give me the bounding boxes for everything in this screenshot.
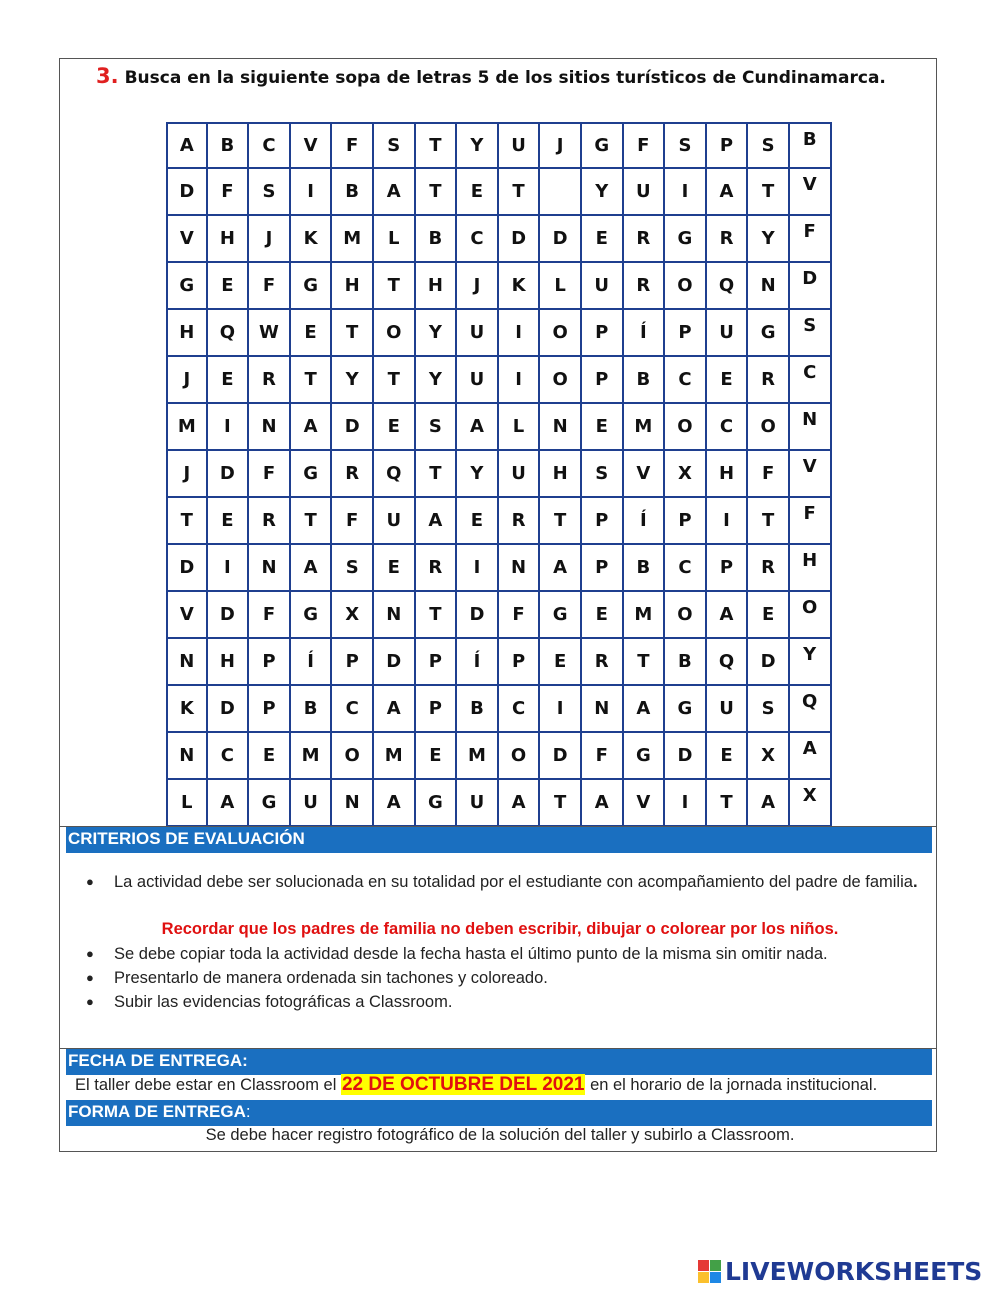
grid-cell[interactable]: Y <box>582 169 624 216</box>
grid-cell[interactable]: V <box>624 780 666 827</box>
grid-cell[interactable]: A <box>624 686 666 733</box>
grid-cell[interactable]: G <box>416 780 458 827</box>
grid-cell[interactable]: D <box>166 545 208 592</box>
grid-cell[interactable]: R <box>748 357 790 404</box>
criteria-item: ● Presentarlo de manera ordenada sin tachones y coloreado. <box>76 966 936 990</box>
grid-cell[interactable]: V <box>790 451 832 498</box>
grid-cell[interactable]: G <box>624 733 666 780</box>
grid-cell[interactable]: B <box>624 545 666 592</box>
grid-cell[interactable]: T <box>540 780 582 827</box>
grid-cell[interactable]: I <box>665 169 707 216</box>
grid-cell[interactable]: I <box>540 686 582 733</box>
grid-cell[interactable]: N <box>166 639 208 686</box>
grid-cell[interactable]: T <box>332 310 374 357</box>
word-search-grid <box>166 122 832 827</box>
grid-cell[interactable]: T <box>416 169 458 216</box>
grid-cell[interactable]: P <box>665 310 707 357</box>
grid-cell[interactable]: E <box>374 404 416 451</box>
grid-cell[interactable]: E <box>208 498 250 545</box>
grid-cell[interactable]: K <box>166 686 208 733</box>
grid-cell[interactable]: H <box>332 263 374 310</box>
grid-cell[interactable]: L <box>540 263 582 310</box>
grid-cell[interactable]: T <box>707 780 749 827</box>
grid-cell[interactable]: N <box>790 404 832 451</box>
grid-cell[interactable]: B <box>291 686 333 733</box>
grid-cell[interactable]: R <box>624 216 666 263</box>
grid-cell[interactable]: A <box>707 592 749 639</box>
delivery-text: El taller debe estar en Classroom el 22 DE OCTUBRE DEL 2021 en el horario de la jornada institucional. <box>75 1074 878 1095</box>
grid-cell[interactable]: I <box>208 404 250 451</box>
grid-cell[interactable]: M <box>457 733 499 780</box>
grid-cell[interactable]: G <box>582 122 624 169</box>
grid-cell[interactable]: D <box>540 733 582 780</box>
grid-cell[interactable]: M <box>624 592 666 639</box>
grid-cell[interactable]: N <box>166 733 208 780</box>
grid-cell[interactable]: A <box>166 122 208 169</box>
grid-cell[interactable]: F <box>499 592 541 639</box>
grid-cell[interactable]: T <box>416 451 458 498</box>
grid-cell[interactable]: F <box>624 122 666 169</box>
grid-cell[interactable]: N <box>499 545 541 592</box>
grid-cell[interactable]: J <box>540 122 582 169</box>
grid-cell[interactable]: T <box>374 357 416 404</box>
grid-cell[interactable]: U <box>457 357 499 404</box>
grid-cell[interactable]: V <box>291 122 333 169</box>
grid-cell[interactable]: E <box>208 263 250 310</box>
grid-cell[interactable]: P <box>416 639 458 686</box>
grid-cell[interactable]: C <box>249 122 291 169</box>
grid-cell[interactable]: P <box>332 639 374 686</box>
grid-cell[interactable]: F <box>208 169 250 216</box>
grid-cell[interactable]: D <box>208 592 250 639</box>
brand-name: LIVEWORKSHEETS <box>725 1256 983 1286</box>
grid-cell[interactable]: T <box>540 498 582 545</box>
grid-cell[interactable]: F <box>332 498 374 545</box>
grid-cell[interactable]: A <box>416 498 458 545</box>
grid-cell[interactable]: E <box>707 357 749 404</box>
grid-cell[interactable]: U <box>499 122 541 169</box>
criteria-heading: CRITERIOS DE EVALUACIÓN <box>66 827 932 853</box>
grid-cell[interactable]: A <box>374 780 416 827</box>
grid-cell[interactable]: U <box>624 169 666 216</box>
grid-cell[interactable]: T <box>499 169 541 216</box>
grid-cell[interactable]: P <box>582 498 624 545</box>
grid-cell[interactable]: P <box>707 545 749 592</box>
grid-cell[interactable]: F <box>582 733 624 780</box>
grid-cell[interactable]: A <box>291 404 333 451</box>
grid-cell[interactable]: H <box>208 216 250 263</box>
grid-cell[interactable]: D <box>208 686 250 733</box>
grid-cell[interactable]: S <box>249 169 291 216</box>
grid-cell[interactable]: G <box>665 686 707 733</box>
grid-cell[interactable]: B <box>790 122 832 169</box>
grid-cell[interactable]: U <box>457 780 499 827</box>
grid-cell[interactable]: M <box>166 404 208 451</box>
grid-cell[interactable]: X <box>790 780 832 827</box>
grid-cell[interactable]: F <box>249 451 291 498</box>
grid-cell[interactable]: C <box>790 357 832 404</box>
grid-cell[interactable]: E <box>208 357 250 404</box>
grid-cell[interactable]: B <box>665 639 707 686</box>
grid-cell[interactable]: A <box>374 169 416 216</box>
grid-cell[interactable]: Í <box>291 639 333 686</box>
grid-cell[interactable]: T <box>166 498 208 545</box>
grid-cell[interactable]: M <box>624 404 666 451</box>
grid-cell[interactable]: I <box>499 310 541 357</box>
grid-cell[interactable]: Y <box>416 310 458 357</box>
grid-cell[interactable]: A <box>540 545 582 592</box>
grid-cell[interactable]: Y <box>332 357 374 404</box>
grid-cell[interactable]: Y <box>748 216 790 263</box>
grid-cell[interactable]: P <box>249 639 291 686</box>
grid-cell[interactable]: J <box>166 357 208 404</box>
grid-cell[interactable]: O <box>748 404 790 451</box>
grid-cell[interactable]: Q <box>790 686 832 733</box>
grid-cell[interactable]: P <box>416 686 458 733</box>
grid-cell[interactable]: S <box>582 451 624 498</box>
grid-cell[interactable]: G <box>540 592 582 639</box>
delivery-date: 22 DE OCTUBRE DEL 2021 <box>341 1074 585 1095</box>
grid-cell[interactable]: B <box>457 686 499 733</box>
grid-cell[interactable]: L <box>166 780 208 827</box>
grid-cell[interactable]: Y <box>416 357 458 404</box>
grid-cell[interactable]: I <box>208 545 250 592</box>
grid-cell[interactable]: O <box>499 733 541 780</box>
grid-cell[interactable]: P <box>707 122 749 169</box>
grid-cell[interactable]: P <box>582 310 624 357</box>
instruction-number: 3. <box>96 64 119 88</box>
grid-cell[interactable]: B <box>416 216 458 263</box>
grid-cell[interactable]: C <box>499 686 541 733</box>
grid-cell[interactable]: P <box>582 545 624 592</box>
grid-cell[interactable]: I <box>499 357 541 404</box>
grid-cell[interactable]: X <box>665 451 707 498</box>
grid-cell[interactable]: R <box>416 545 458 592</box>
grid-cell[interactable]: N <box>332 780 374 827</box>
grid-cell[interactable]: A <box>374 686 416 733</box>
grid-cell[interactable]: F <box>332 122 374 169</box>
grid-cell[interactable]: H <box>540 451 582 498</box>
grid-cell[interactable]: V <box>624 451 666 498</box>
grid-cell[interactable]: K <box>499 263 541 310</box>
grid-cell[interactable]: E <box>540 639 582 686</box>
form-heading: FORMA DE ENTREGA: <box>66 1100 932 1126</box>
grid-cell[interactable]: U <box>457 310 499 357</box>
form-text: Se debe hacer registro fotográfico de la solución del taller y subirlo a Classroom. <box>205 1126 795 1144</box>
grid-cell[interactable]: S <box>790 310 832 357</box>
instruction-text: Busca en la siguiente sopa de letras 5 de los sitios turísticos de Cundinamarca. <box>124 68 886 88</box>
grid-cell[interactable]: A <box>790 733 832 780</box>
grid-cell[interactable]: V <box>790 169 832 216</box>
grid-cell[interactable]: S <box>416 404 458 451</box>
grid-cell[interactable]: D <box>540 216 582 263</box>
grid-cell[interactable]: S <box>665 122 707 169</box>
grid-cell[interactable]: B <box>624 357 666 404</box>
grid-cell[interactable]: N <box>249 404 291 451</box>
grid-cell[interactable]: D <box>208 451 250 498</box>
grid-cell[interactable]: E <box>249 733 291 780</box>
grid-cell[interactable]: E <box>457 169 499 216</box>
grid-cell[interactable]: A <box>748 780 790 827</box>
grid-cell[interactable]: A <box>291 545 333 592</box>
grid-cell[interactable]: O <box>540 310 582 357</box>
criteria-item: ● Se debe copiar toda la actividad desde la fecha hasta el último punto de la misma sin omitir nada. <box>76 942 936 966</box>
grid-cell[interactable]: G <box>249 780 291 827</box>
grid-cell[interactable]: X <box>748 733 790 780</box>
grid-cell[interactable]: H <box>166 310 208 357</box>
grid-cell[interactable]: G <box>291 592 333 639</box>
grid-cell[interactable]: L <box>374 216 416 263</box>
grid-cell[interactable]: B <box>332 169 374 216</box>
logo-square <box>710 1260 721 1271</box>
logo-square <box>698 1272 709 1283</box>
grid-cell[interactable]: T <box>416 592 458 639</box>
grid-cell[interactable]: O <box>665 263 707 310</box>
grid-cell[interactable]: G <box>291 263 333 310</box>
grid-cell[interactable]: E <box>457 498 499 545</box>
grid-cell[interactable]: U <box>291 780 333 827</box>
grid-cell[interactable]: I <box>707 498 749 545</box>
grid-cell[interactable]: R <box>249 498 291 545</box>
grid-cell[interactable]: R <box>624 263 666 310</box>
grid-cell[interactable]: T <box>748 169 790 216</box>
logo-square <box>710 1272 721 1283</box>
grid-cell[interactable]: H <box>416 263 458 310</box>
instruction <box>96 64 916 94</box>
grid-cell[interactable]: E <box>582 592 624 639</box>
grid-cell[interactable]: Í <box>457 639 499 686</box>
grid-cell[interactable]: A <box>582 780 624 827</box>
grid-cell[interactable]: T <box>748 498 790 545</box>
grid-cell[interactable]: J <box>249 216 291 263</box>
grid-cell[interactable]: W <box>249 310 291 357</box>
grid-cell[interactable] <box>540 169 582 216</box>
grid-cell[interactable]: D <box>457 592 499 639</box>
grid-cell[interactable]: V <box>166 216 208 263</box>
grid-cell[interactable]: O <box>665 592 707 639</box>
grid-cell[interactable]: P <box>499 639 541 686</box>
grid-cell[interactable]: D <box>665 733 707 780</box>
grid-cell[interactable]: K <box>291 216 333 263</box>
grid-cell[interactable]: E <box>374 545 416 592</box>
grid-cell[interactable]: N <box>540 404 582 451</box>
grid-cell[interactable]: D <box>332 404 374 451</box>
grid-cell[interactable]: F <box>249 592 291 639</box>
grid-cell[interactable]: S <box>748 686 790 733</box>
grid-cell[interactable]: T <box>624 639 666 686</box>
grid-cell[interactable]: T <box>416 122 458 169</box>
grid-cell[interactable]: F <box>790 216 832 263</box>
criteria-item: ● Subir las evidencias fotográficas a Classroom. <box>76 990 936 1014</box>
grid-cell[interactable]: F <box>790 498 832 545</box>
logo-square <box>698 1260 709 1271</box>
grid-cell[interactable]: C <box>208 733 250 780</box>
grid-cell[interactable]: J <box>457 263 499 310</box>
grid-cell[interactable]: N <box>582 686 624 733</box>
grid-cell[interactable]: I <box>457 545 499 592</box>
grid-cell[interactable]: R <box>582 639 624 686</box>
grid-cell[interactable]: R <box>707 216 749 263</box>
grid-cell[interactable]: E <box>291 310 333 357</box>
grid-cell[interactable]: G <box>665 216 707 263</box>
grid-cell[interactable]: C <box>457 216 499 263</box>
grid-cell[interactable]: A <box>457 404 499 451</box>
criteria-list <box>76 870 936 1014</box>
grid-cell[interactable]: O <box>540 357 582 404</box>
grid-cell[interactable]: O <box>790 592 832 639</box>
liveworksheets-logo-icon <box>698 1260 721 1283</box>
grid-cell[interactable]: J <box>166 451 208 498</box>
grid-cell[interactable]: Y <box>457 451 499 498</box>
parents-note: Recordar que los padres de familia no deben escribir, dibujar o colorear por los niños. <box>161 920 839 938</box>
grid-cell[interactable]: Q <box>374 451 416 498</box>
grid-cell[interactable]: Y <box>457 122 499 169</box>
grid-cell[interactable]: C <box>707 404 749 451</box>
grid-cell[interactable]: Q <box>208 310 250 357</box>
grid-cell[interactable]: G <box>166 263 208 310</box>
grid-cell[interactable]: E <box>707 733 749 780</box>
grid-cell[interactable]: U <box>582 263 624 310</box>
grid-cell[interactable]: I <box>665 780 707 827</box>
grid-cell[interactable]: A <box>208 780 250 827</box>
grid-cell[interactable]: G <box>291 451 333 498</box>
grid-cell[interactable]: N <box>249 545 291 592</box>
grid-cell[interactable]: Y <box>790 639 832 686</box>
grid-cell[interactable]: D <box>790 263 832 310</box>
grid-cell[interactable]: M <box>332 216 374 263</box>
grid-cell[interactable]: U <box>707 686 749 733</box>
grid-cell[interactable]: E <box>582 216 624 263</box>
grid-cell[interactable]: T <box>374 263 416 310</box>
grid-cell[interactable]: F <box>748 451 790 498</box>
grid-cell[interactable]: P <box>665 498 707 545</box>
delivery-heading: FECHA DE ENTREGA: <box>66 1049 932 1075</box>
grid-cell[interactable]: H <box>707 451 749 498</box>
grid-cell[interactable]: H <box>208 639 250 686</box>
grid-cell[interactable]: Í <box>624 498 666 545</box>
grid-cell[interactable]: R <box>748 545 790 592</box>
grid-cell[interactable]: L <box>499 404 541 451</box>
grid-cell[interactable]: M <box>291 733 333 780</box>
grid-cell[interactable]: R <box>249 357 291 404</box>
grid-cell[interactable]: T <box>291 357 333 404</box>
grid-cell[interactable]: E <box>748 592 790 639</box>
grid-cell[interactable]: G <box>748 310 790 357</box>
grid-cell[interactable]: U <box>707 310 749 357</box>
grid-cell[interactable]: C <box>332 686 374 733</box>
grid-cell[interactable]: H <box>790 545 832 592</box>
grid-cell[interactable]: I <box>291 169 333 216</box>
grid-cell[interactable]: D <box>166 169 208 216</box>
grid-cell[interactable]: M <box>374 733 416 780</box>
grid-cell[interactable]: O <box>665 404 707 451</box>
grid-cell[interactable]: B <box>208 122 250 169</box>
grid-cell[interactable]: O <box>332 733 374 780</box>
liveworksheets-brand <box>698 1254 998 1288</box>
grid-cell[interactable]: Q <box>707 639 749 686</box>
grid-cell[interactable]: Í <box>624 310 666 357</box>
grid-cell[interactable]: N <box>748 263 790 310</box>
grid-cell[interactable]: N <box>374 592 416 639</box>
grid-cell[interactable]: A <box>707 169 749 216</box>
grid-cell[interactable]: O <box>374 310 416 357</box>
grid-cell[interactable]: S <box>748 122 790 169</box>
grid-cell[interactable]: Q <box>707 263 749 310</box>
grid-cell[interactable]: U <box>374 498 416 545</box>
grid-cell[interactable]: E <box>582 404 624 451</box>
grid-cell[interactable]: P <box>582 357 624 404</box>
grid-cell[interactable]: R <box>332 451 374 498</box>
grid-cell[interactable]: C <box>665 545 707 592</box>
grid-cell[interactable]: X <box>332 592 374 639</box>
grid-cell[interactable]: T <box>291 498 333 545</box>
grid-cell[interactable]: V <box>166 592 208 639</box>
grid-cell[interactable]: D <box>748 639 790 686</box>
grid-cell[interactable]: E <box>416 733 458 780</box>
grid-cell[interactable]: D <box>499 216 541 263</box>
grid-cell[interactable]: P <box>249 686 291 733</box>
grid-cell[interactable]: S <box>374 122 416 169</box>
grid-cell[interactable]: R <box>499 498 541 545</box>
grid-cell[interactable]: U <box>499 451 541 498</box>
grid-cell[interactable]: D <box>374 639 416 686</box>
grid-cell[interactable]: C <box>665 357 707 404</box>
grid-cell[interactable]: F <box>249 263 291 310</box>
grid-cell[interactable]: S <box>332 545 374 592</box>
criteria-item: ● La actividad debe ser solucionada en su totalidad por el estudiante con acompañamiento del padre de familia. <box>76 870 936 894</box>
grid-cell[interactable]: A <box>499 780 541 827</box>
